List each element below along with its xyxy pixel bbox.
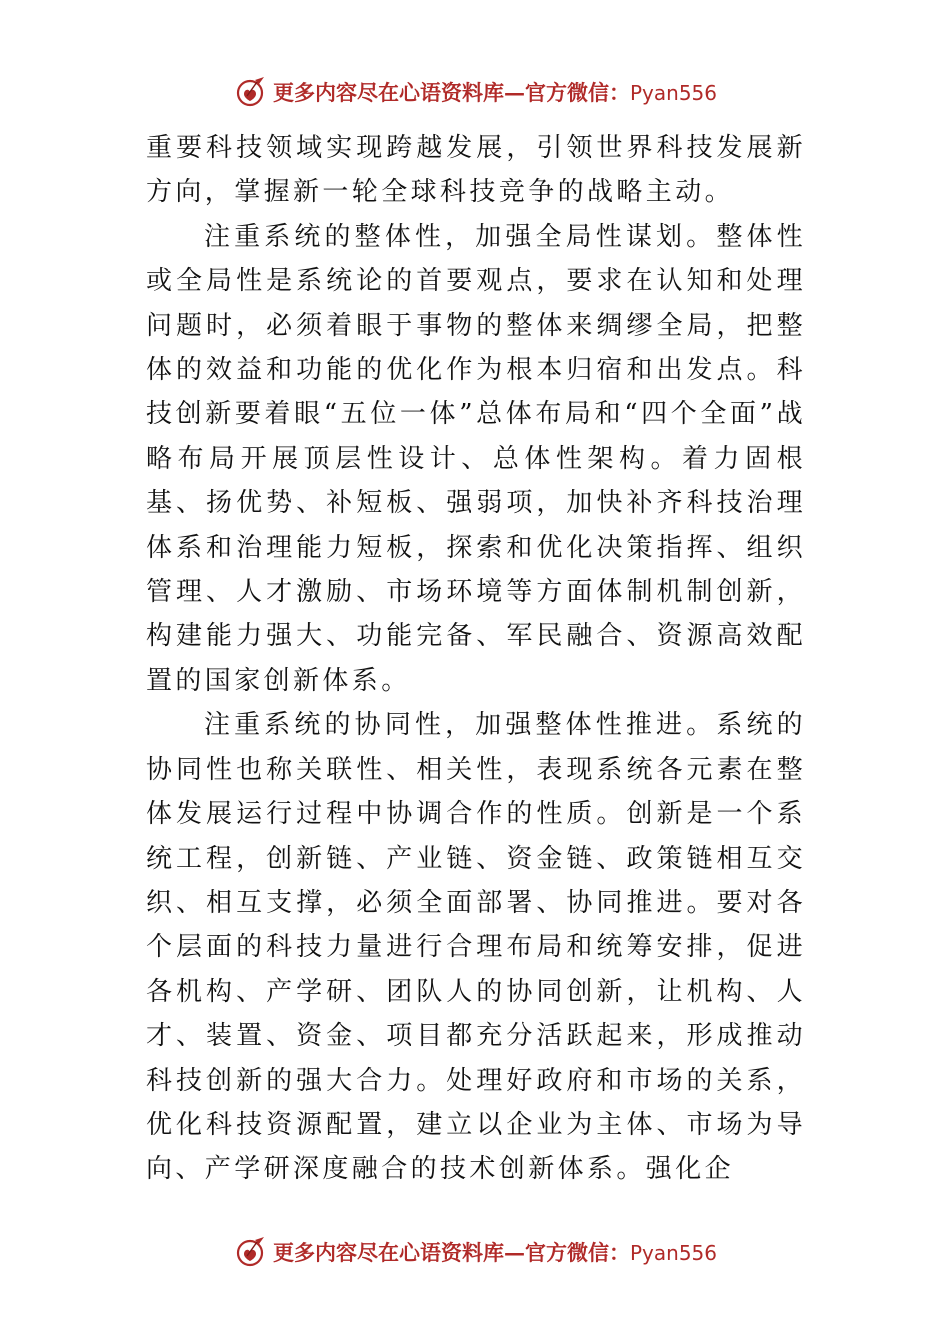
- header-banner-text: 更多内容尽在心语资料库—官方微信：Pyan556: [272, 80, 717, 105]
- paragraph-synergy: 注重系统的协同性，加强整体性推进。系统的协同性也称关联性、相关性，表现系统各元素在整体发展运行过程中协调合作的性质。创新是一个系统工程，创新链、产业链、资金链、政策链相互交织、相互支撑，必须全面部署、协同推进。要对各个层面的科技力量进行合理布局和统筹安排，促进各机构、产学研、团队人的协同创新，让机构、人才、装置、资金、项目都充分活跃起来，形成推动科技创新的强大合力。处理好政府和市场的关系，优化科技资源配置，建立以企业为主体、市场为导向、产学研深度融合的技术创新体系。强化企: [146, 710, 806, 1185]
- document-body: [146, 126, 806, 1192]
- header-wechat-id: Pyan556: [629, 81, 717, 105]
- footer-banner-text: 更多内容尽在心语资料库—官方微信：Pyan556: [272, 1240, 717, 1265]
- paragraph-continuation: 重要科技领域实现跨越发展，引领世界科技发展新方向，掌握新一轮全球科技竞争的战略主动。: [146, 133, 806, 208]
- paragraph-holistic: 注重系统的整体性，加强全局性谋划。整体性或全局性是系统论的首要观点，要求在认知和处理问题时，必须着眼于事物的整体来绸缪全局，把整体的效益和功能的优化作为根本归宿和出发点。科技创新要着眼“五位一体”总体布局和“四个全面”战略布局开展顶层性设计、总体性架构。着力固根基、扬优势、补短板、强弱项，加快补齐科技治理体系和治理能力短板，探索和优化决策指挥、组织管理、人才激励、市场环境等方面体制机制创新，构建能力强大、功能完备、军民融合、资源高效配置的国家创新体系。: [146, 221, 806, 696]
- header-banner: [0, 72, 950, 112]
- footer-wechat-id: Pyan556: [629, 1241, 717, 1265]
- footer-banner: [0, 1232, 950, 1272]
- quill-heart-logo-icon: [233, 1234, 269, 1270]
- quill-heart-logo-icon: [233, 74, 269, 110]
